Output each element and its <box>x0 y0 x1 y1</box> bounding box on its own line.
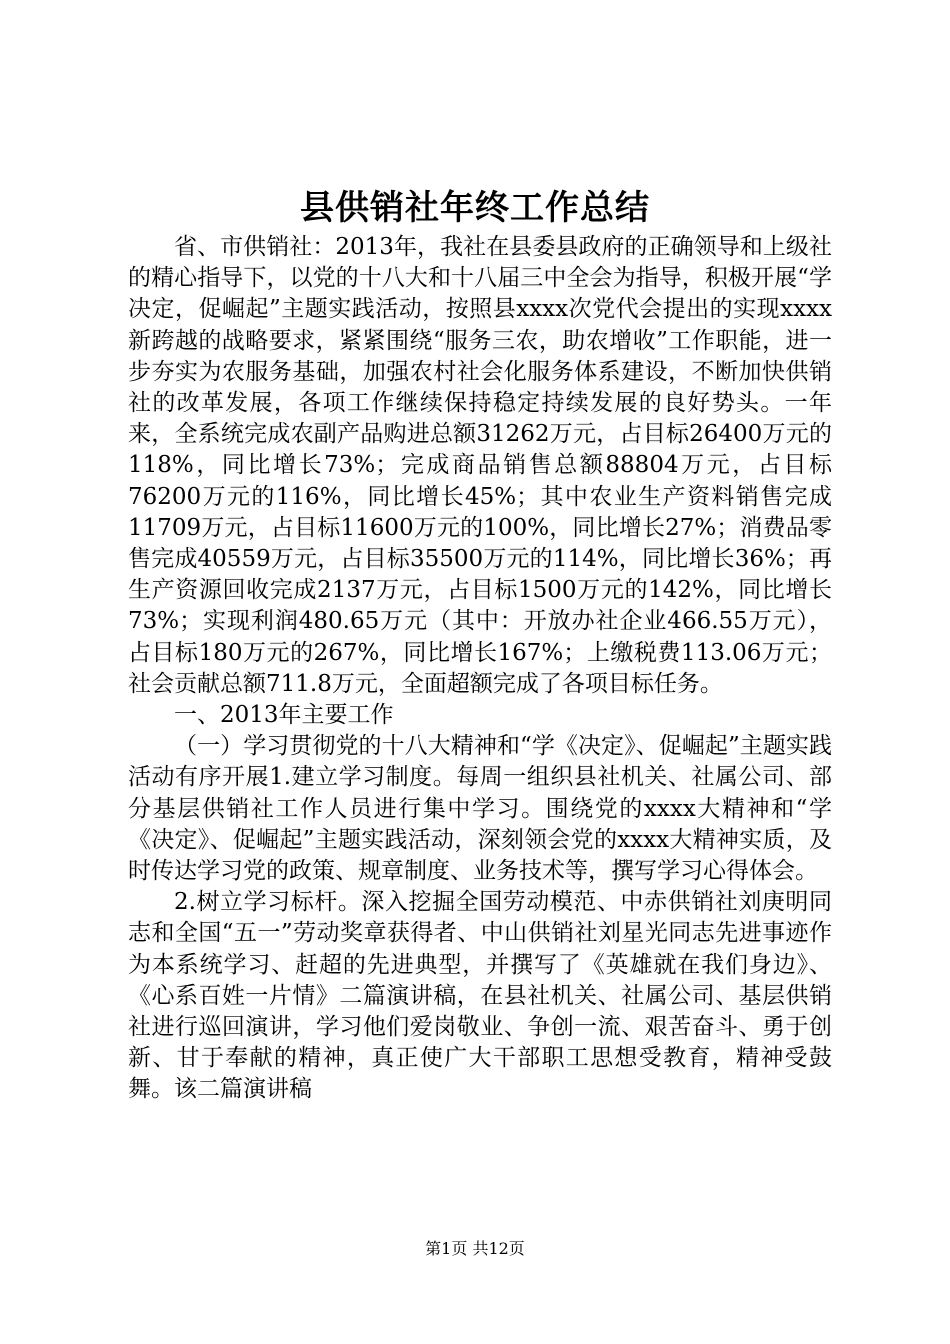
section-heading-main-work: 一、2013年主要工作 <box>174 702 394 729</box>
body-paragraph-study-system: （一）学习贯彻党的十八大精神和“学《决定》、促崛起”主题实践活动有序开展1.建立学习制度。每周一组织县社机关、社属公司、部分基层供销社工作人员进行集中学习。围绕党的xxxx大精神和“学《决定》、促崛起”主题实践活动，深刻领会党的xxxx大精神实质，及时传达学习党的政策、规章制度、业务技术等，撰写学习心得体会。 <box>128 733 832 885</box>
body-paragraph-intro: 省、市供销社：2013年，我社在县委县政府的正确领导和上级社的精心指导下，以党的十八大和十八届三中全会为指导，积极开展“学决定，促崛起”主题实践活动，按照县xxxx次党代会提出的实现xxxx新跨越的战略要求，紧紧围绕“服务三农，助农增收”工作职能，进一步夯实为农服务基础，加强农村社会化服务体系建设，不断加快供销社的改革发展，各项工作继续保持稳定持续发展的良好势头。一年来，全系统完成农副产品购进总额31262万元，占目标26400万元的118%，同比增长73%；完成商品销售总额88804万元，占目标76200万元的116%，同比增长45%；其中农业生产资料销售完成11709万元，占目标11600万元的100%，同比增长27%；消费品零售完成40559万元，占目标35500万元的114%，同比增长36%；再生产资源回收完成2137万元，占目标1500万元的142%，同比增长73%；实现利润480.65万元（其中：开放办社企业466.55万元），占目标180万元的267%，同比增长167%；上缴税费113.06万元；社会贡献总额711.8万元，全面超额完成了各项目标任务。 <box>128 234 832 697</box>
document-title: 县供销社年终工作总结 <box>300 188 650 228</box>
document-body <box>128 232 832 1106</box>
body-paragraph-study-model: 2.树立学习标杆。深入挖掘全国劳动模范、中赤供销社刘庚明同志和全国“五一”劳动奖章获得者、中山供销社刘星光同志先进事迹作为本系统学习、赶超的先进典型，并撰写了《英雄就在我们身边》、《心系百姓一片情》二篇演讲稿，在县社机关、社属公司、基层供销社进行巡回演讲，学习他们爱岗敬业、争创一流、艰苦奋斗、勇于创新、甘于奉献的精神，真正使广大干部职工思想受教育，精神受鼓舞。该二篇演讲稿 <box>128 889 832 1103</box>
page-footer: 第1页 共12页 <box>425 1239 525 1258</box>
